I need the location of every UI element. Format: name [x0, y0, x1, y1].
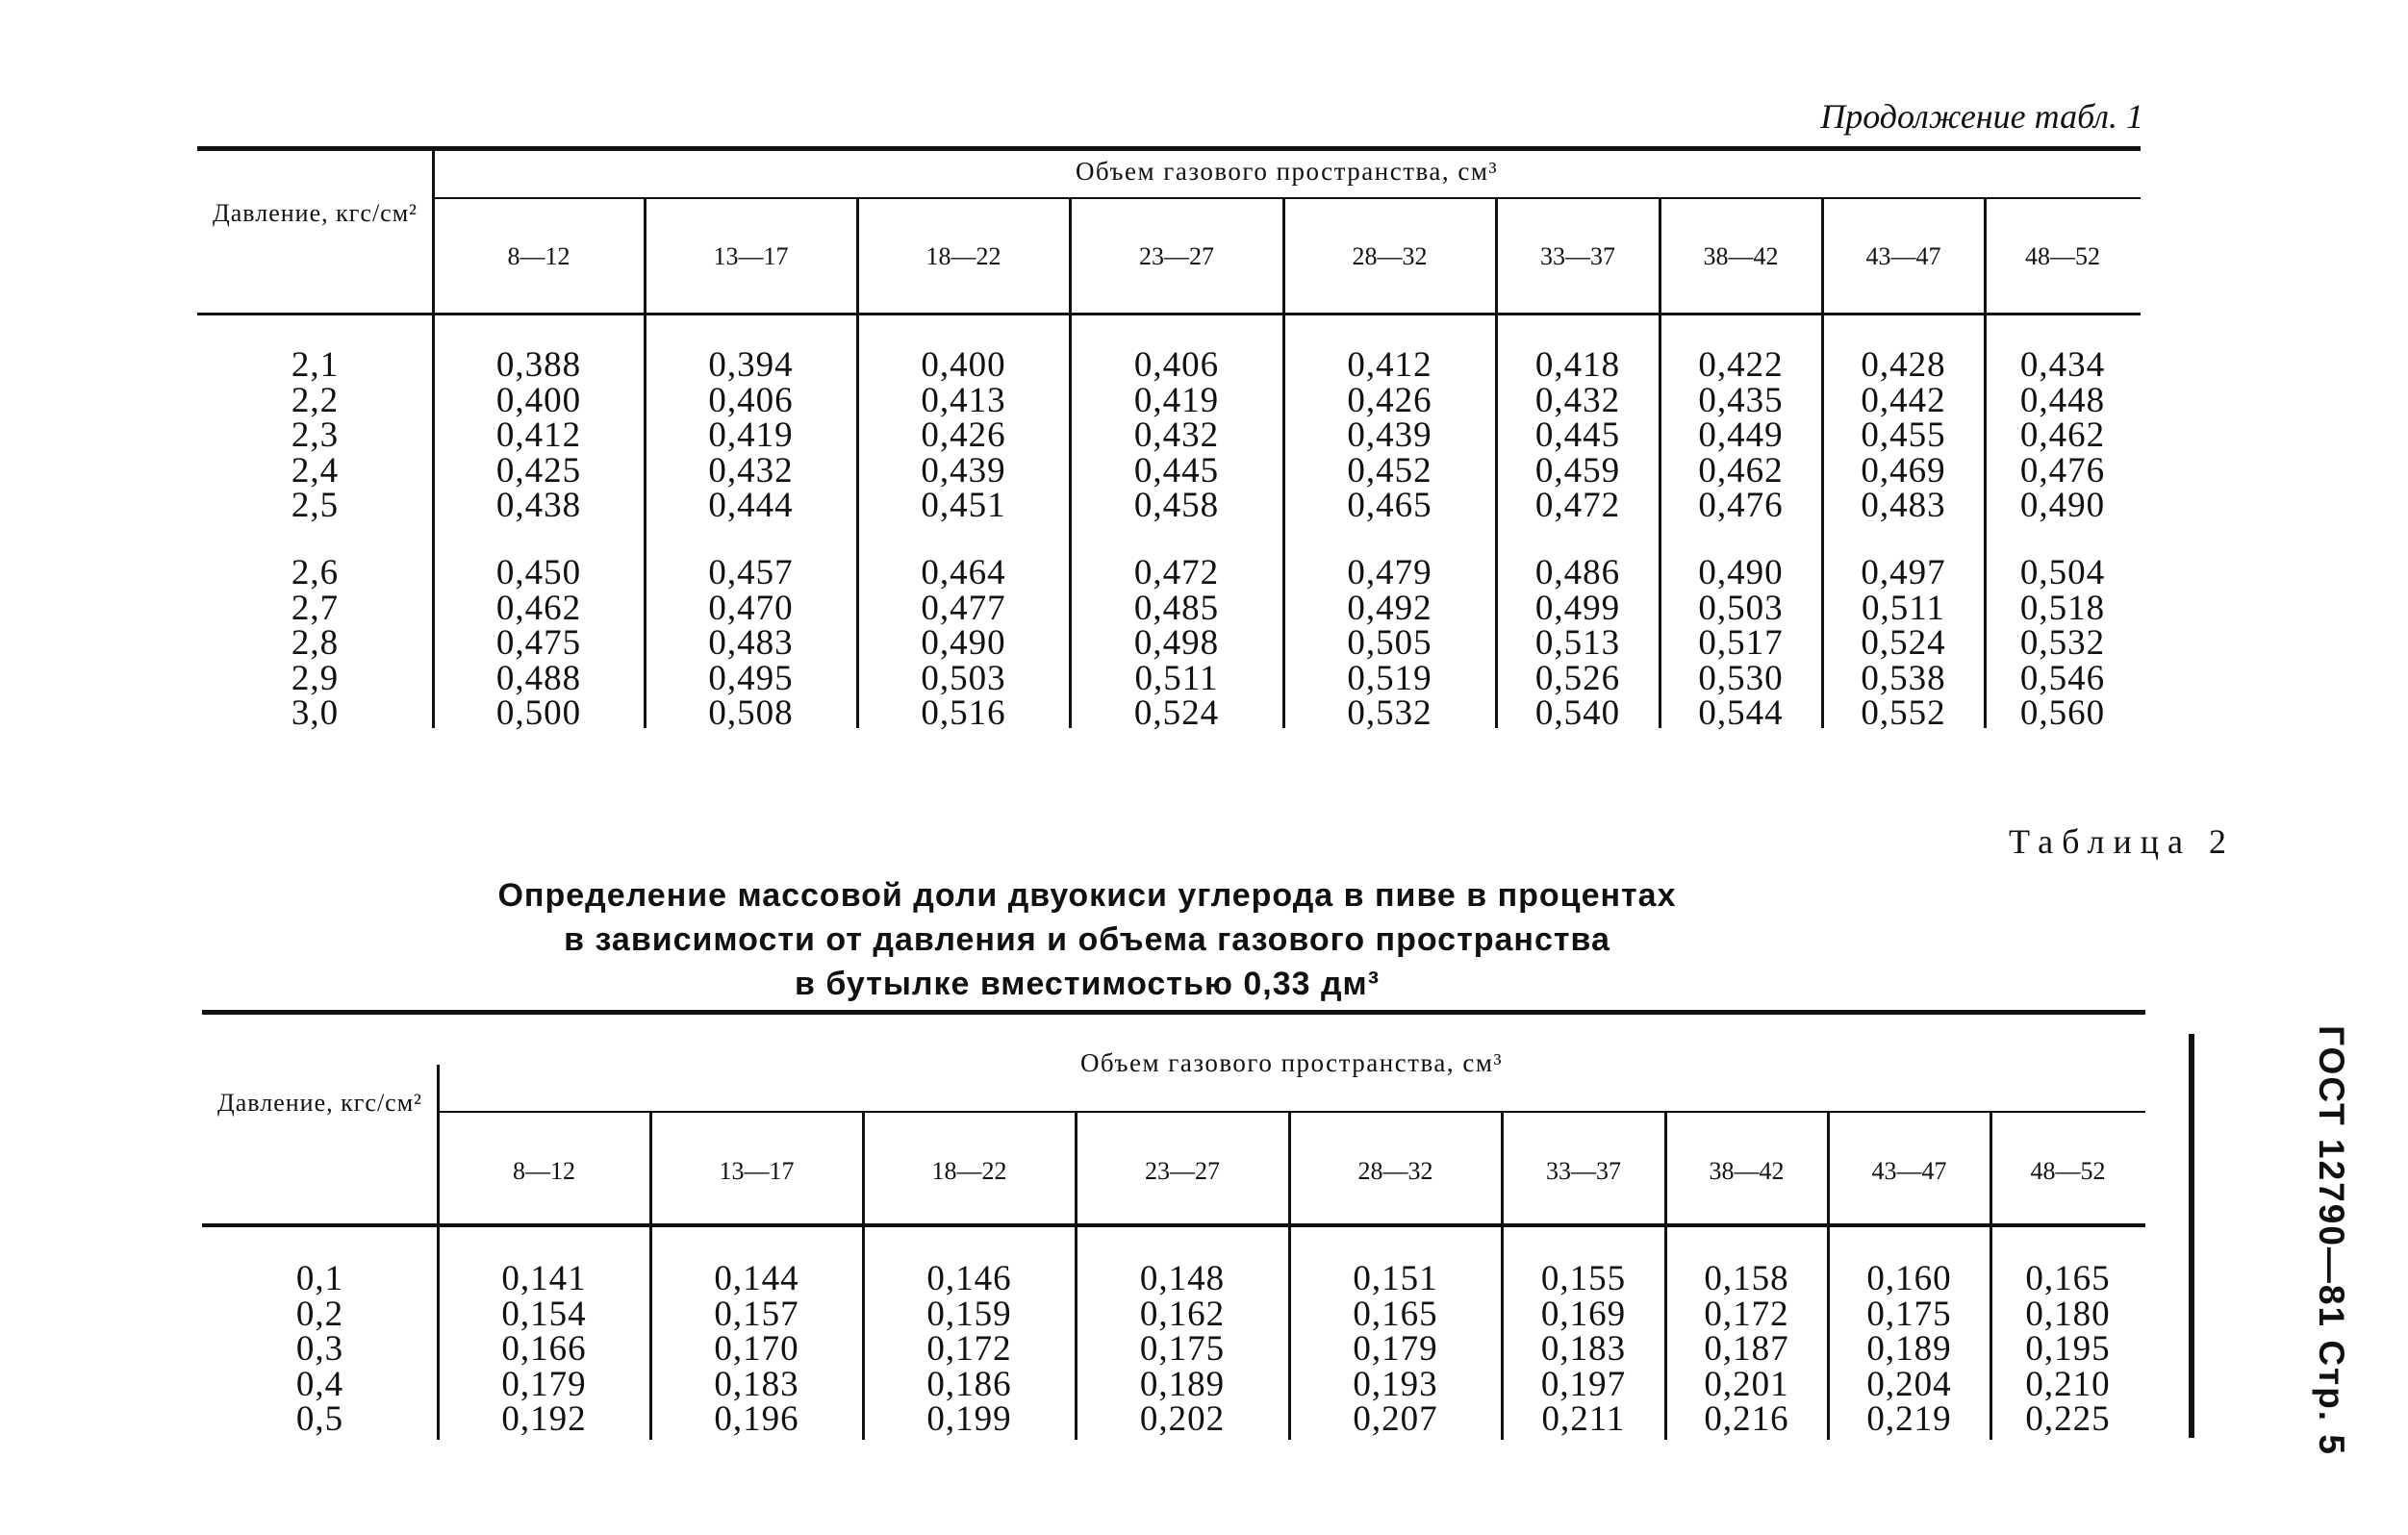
value-cell: 0,458 [1133, 486, 1220, 525]
value-cell: 0,1 [295, 1259, 344, 1298]
value-cell: 0,540 [1534, 693, 1621, 733]
value-cell: 0,400 [495, 380, 582, 420]
table2-value-column [1665, 1259, 1828, 1439]
value-cell: 0,462 [1698, 450, 1784, 491]
table2-col-header: 38—42 [1709, 1157, 1785, 1185]
value-cell: 2,4 [291, 450, 340, 491]
value-cell: 0,445 [1133, 450, 1220, 491]
value-cell: 0,442 [1861, 380, 1946, 420]
value-cell: 2,8 [291, 623, 340, 663]
table2-col-header: 23—27 [1145, 1157, 1220, 1185]
side-label-rule [2189, 1034, 2194, 1438]
table2-value-column [1828, 1259, 1990, 1439]
table2-group-header: Объем газового пространства, см³ [1079, 1048, 1504, 1077]
value-cell: 0,479 [1347, 553, 1432, 592]
table1-value-column [645, 553, 857, 733]
value-cell: 0,504 [2019, 553, 2106, 592]
value-cell: 0,146 [926, 1259, 1012, 1298]
value-cell: 0,412 [495, 415, 582, 455]
value-cell: 0,388 [495, 345, 582, 385]
value-cell: 0,151 [1353, 1259, 1438, 1298]
value-cell: 0,418 [1534, 345, 1621, 385]
value-cell: 0,469 [1861, 450, 1946, 491]
table2-value-column [1289, 1259, 1502, 1439]
table1-value-column [433, 345, 645, 525]
value-cell: 0,189 [1139, 1364, 1226, 1404]
value-cell: 0,438 [495, 486, 582, 525]
table2-caption: Таблица 2 [2009, 822, 2235, 861]
table2-col-header: 13—17 [719, 1157, 795, 1185]
value-cell: 0,413 [921, 380, 1006, 420]
value-cell: 0,165 [2025, 1259, 2111, 1298]
value-cell: 0,211 [1541, 1399, 1626, 1439]
value-cell: 0,532 [1347, 693, 1432, 733]
table1-value-column [857, 345, 1070, 525]
table1-value-column [1985, 345, 2141, 525]
value-cell: 0,459 [1534, 450, 1621, 491]
value-cell: 0,498 [1133, 623, 1220, 663]
value-cell: 0,472 [1534, 486, 1621, 525]
value-cell: 0,524 [1133, 693, 1220, 733]
table2-title-line-3: в бутылке вместимостью 0,33 дм³ [794, 966, 1381, 1002]
value-cell: 0,451 [921, 486, 1006, 525]
table2-pressure-header: Давление, кгс/см² [217, 1089, 422, 1117]
value-cell: 0,511 [1862, 588, 1945, 628]
value-cell: 0,422 [1698, 345, 1784, 385]
table1-value-column [857, 553, 1070, 733]
table1-col-header: 18—22 [925, 242, 1001, 270]
value-cell: 0,449 [1698, 415, 1784, 455]
value-cell: 0,192 [501, 1399, 587, 1439]
value-cell: 0,505 [1347, 623, 1432, 663]
value-cell: 0,445 [1534, 415, 1621, 455]
value-cell: 0,169 [1540, 1294, 1627, 1334]
value-cell: 0,183 [1540, 1329, 1627, 1369]
value-cell: 0,532 [2019, 623, 2106, 663]
value-cell: 0,495 [708, 658, 794, 698]
table1-value-column [1985, 553, 2141, 733]
value-cell: 0,465 [1347, 486, 1432, 525]
value-cell: 0,476 [2019, 450, 2106, 491]
value-cell: 2,1 [291, 345, 340, 385]
value-cell: 0,183 [714, 1364, 799, 1404]
value-cell: 0,197 [1540, 1364, 1627, 1404]
value-cell: 0,180 [2025, 1294, 2111, 1334]
value-cell: 0,201 [1704, 1364, 1789, 1404]
value-cell: 0,187 [1704, 1329, 1789, 1369]
table2-value-column [1076, 1259, 1289, 1439]
value-cell: 0,513 [1534, 623, 1621, 663]
value-cell: 0,166 [501, 1329, 587, 1369]
value-cell: 0,207 [1353, 1399, 1438, 1439]
value-cell: 0,160 [1866, 1259, 1952, 1298]
table1-value-column [1283, 553, 1496, 733]
value-cell: 0,159 [926, 1294, 1012, 1334]
value-cell: 0,462 [2019, 415, 2106, 455]
value-cell: 0,439 [921, 450, 1006, 491]
value-cell: 0,426 [921, 415, 1006, 455]
table2-value-column [1502, 1259, 1665, 1439]
value-cell: 0,462 [495, 588, 582, 628]
table1-value-column [1070, 553, 1283, 733]
value-cell: 0,157 [714, 1294, 799, 1334]
table2-title-line-2: в зависимости от давления и объема газового пространства [564, 921, 1610, 958]
value-cell: 0,435 [1698, 380, 1784, 420]
value-cell: 0,477 [921, 588, 1006, 628]
table1-value-column [1070, 345, 1283, 525]
table1-value-column [433, 553, 645, 733]
value-cell: 0,486 [1534, 553, 1621, 592]
value-cell: 2,6 [291, 553, 340, 592]
value-cell: 0,204 [1866, 1364, 1952, 1404]
table2-col-header: 28—32 [1357, 1157, 1433, 1185]
value-cell: 0,172 [926, 1329, 1012, 1369]
value-cell: 0,219 [1866, 1399, 1952, 1439]
value-cell: 0,144 [714, 1259, 799, 1298]
value-cell: 0,210 [2025, 1364, 2111, 1404]
value-cell: 0,470 [708, 588, 794, 628]
value-cell: 0,455 [1861, 415, 1946, 455]
value-cell: 0,175 [1866, 1294, 1952, 1334]
table1-col-header: 28—32 [1352, 242, 1428, 270]
table1-col-header: 33—37 [1540, 242, 1615, 270]
side-label-text: ГОСТ 12790—81 Стр. 5 [2312, 1025, 2352, 1456]
value-cell: 0,448 [2019, 380, 2106, 420]
side-label [2302, 1025, 2360, 1456]
table2-col-header: 48—52 [2030, 1157, 2106, 1185]
table2-group-rule [438, 1111, 2145, 1113]
value-cell: 0,503 [921, 658, 1006, 698]
value-cell: 0,400 [921, 345, 1006, 385]
table2-top-rule [202, 1010, 2145, 1015]
value-cell: 0,516 [921, 693, 1006, 733]
table1-group-header: Объем газового пространства, см³ [1075, 157, 1499, 186]
value-cell: 0,434 [2019, 345, 2106, 385]
value-cell: 0,485 [1133, 588, 1220, 628]
value-cell: 0,490 [1698, 553, 1784, 592]
value-cell: 0,464 [921, 553, 1006, 592]
table1-pressure-header: Давление, кгс/см² [213, 199, 418, 227]
value-cell: 0,179 [501, 1364, 587, 1404]
value-cell: 0,162 [1139, 1294, 1226, 1334]
value-cell: 0,439 [1347, 415, 1432, 455]
value-cell: 0,475 [495, 623, 582, 663]
value-cell: 0,195 [2025, 1329, 2111, 1369]
value-cell: 0,419 [708, 415, 794, 455]
value-cell: 2,7 [291, 588, 340, 628]
value-cell: 0,432 [1534, 380, 1621, 420]
table1-value-column [1660, 345, 1822, 525]
value-cell: 0,476 [1698, 486, 1784, 525]
value-cell: 0,472 [1133, 553, 1220, 592]
value-cell: 0,488 [495, 658, 582, 698]
value-cell: 2,2 [291, 380, 340, 420]
value-cell: 0,490 [921, 623, 1006, 663]
value-cell: 0,560 [2019, 693, 2106, 733]
value-cell: 0,5 [295, 1399, 344, 1439]
table2-value-column [650, 1259, 863, 1439]
value-cell: 0,186 [926, 1364, 1012, 1404]
table2-value-column [438, 1259, 650, 1439]
value-cell: 0,546 [2019, 658, 2106, 698]
value-cell: 0,193 [1353, 1364, 1438, 1404]
value-cell: 0,452 [1347, 450, 1432, 491]
value-cell: 0,490 [2019, 486, 2106, 525]
value-cell: 0,394 [708, 345, 794, 385]
value-cell: 0,426 [1347, 380, 1432, 420]
value-cell: 0,483 [1861, 486, 1946, 525]
table1-value-column [1822, 345, 1985, 525]
value-cell: 0,497 [1861, 553, 1946, 592]
value-cell: 0,492 [1347, 588, 1432, 628]
value-cell: 0,530 [1698, 658, 1784, 698]
value-cell: 0,165 [1353, 1294, 1438, 1334]
value-cell: 0,457 [708, 553, 794, 592]
table1-col-header: 43—47 [1865, 242, 1941, 270]
table1-header-rule [197, 313, 2141, 315]
value-cell: 0,511 [1134, 658, 1219, 698]
table1-pressure-column [197, 553, 433, 733]
value-cell: 0,552 [1861, 693, 1946, 733]
table1-top-rule [197, 146, 2141, 151]
table2-col-header: 18—22 [931, 1157, 1007, 1185]
value-cell: 0,538 [1861, 658, 1946, 698]
value-cell: 0,3 [295, 1329, 344, 1369]
value-cell: 0,141 [501, 1259, 587, 1298]
table1-value-column [1496, 345, 1660, 525]
value-cell: 0,154 [501, 1294, 587, 1334]
value-cell: 0,518 [2019, 588, 2106, 628]
value-cell: 0,155 [1540, 1259, 1627, 1298]
value-cell: 0,179 [1353, 1329, 1438, 1369]
table1-value-column [645, 345, 857, 525]
value-cell: 0,450 [495, 553, 582, 592]
value-cell: 2,3 [291, 415, 340, 455]
value-cell: 0,432 [708, 450, 794, 491]
value-cell: 0,428 [1861, 345, 1946, 385]
continuation-label: Продолжение табл. 1 [1820, 97, 2143, 136]
table1-col-header: 13—17 [713, 242, 789, 270]
value-cell: 0,406 [1133, 345, 1220, 385]
table1-pressure-column [197, 345, 433, 525]
table1-col-header: 8—12 [507, 242, 570, 270]
value-cell: 0,544 [1698, 693, 1784, 733]
value-cell: 2,9 [291, 658, 340, 698]
table2-value-column [1990, 1259, 2145, 1439]
value-cell: 0,4 [295, 1364, 344, 1404]
value-cell: 0,517 [1698, 623, 1784, 663]
value-cell: 0,175 [1139, 1329, 1226, 1369]
value-cell: 0,503 [1698, 588, 1784, 628]
value-cell: 0,202 [1139, 1399, 1226, 1439]
value-cell: 0,425 [495, 450, 582, 491]
table2-col-header: 43—47 [1871, 1157, 1947, 1185]
value-cell: 0,225 [2025, 1399, 2111, 1439]
value-cell: 0,172 [1704, 1294, 1789, 1334]
table1-group-rule [433, 197, 2141, 199]
value-cell: 0,216 [1704, 1399, 1789, 1439]
value-cell: 0,2 [295, 1294, 344, 1334]
value-cell: 0,170 [714, 1329, 799, 1369]
value-cell: 0,500 [495, 693, 582, 733]
table1-value-column [1283, 345, 1496, 525]
table1-value-column [1822, 553, 1985, 733]
value-cell: 0,432 [1133, 415, 1220, 455]
value-cell: 3,0 [291, 693, 340, 733]
value-cell: 0,508 [708, 693, 794, 733]
value-cell: 0,189 [1866, 1329, 1952, 1369]
table1-value-column [1496, 553, 1660, 733]
value-cell: 0,148 [1139, 1259, 1226, 1298]
value-cell: 0,196 [714, 1399, 799, 1439]
table1-col-header: 23—27 [1139, 242, 1214, 270]
table2-col-header: 33—37 [1546, 1157, 1621, 1185]
table2-value-column [863, 1259, 1076, 1439]
value-cell: 0,526 [1534, 658, 1621, 698]
value-cell: 0,412 [1347, 345, 1432, 385]
value-cell: 0,499 [1534, 588, 1621, 628]
value-cell: 2,5 [291, 486, 340, 525]
value-cell: 0,199 [926, 1399, 1012, 1439]
value-cell: 0,158 [1704, 1259, 1789, 1298]
table2-pressure-column [202, 1259, 438, 1439]
value-cell: 0,483 [708, 623, 794, 663]
table1-col-header: 38—42 [1703, 242, 1779, 270]
value-cell: 0,519 [1347, 658, 1432, 698]
table2-header-rule [202, 1223, 2145, 1227]
table2-title-line-1: Определение массовой доли двуокиси углерода в пиве в процентах [497, 877, 1677, 914]
value-cell: 0,419 [1133, 380, 1220, 420]
table2-col-header: 8—12 [513, 1157, 575, 1185]
table1-value-column [1660, 553, 1822, 733]
value-cell: 0,444 [708, 486, 794, 525]
table1-col-header: 48—52 [2025, 242, 2100, 270]
value-cell: 0,524 [1861, 623, 1946, 663]
value-cell: 0,406 [708, 380, 794, 420]
